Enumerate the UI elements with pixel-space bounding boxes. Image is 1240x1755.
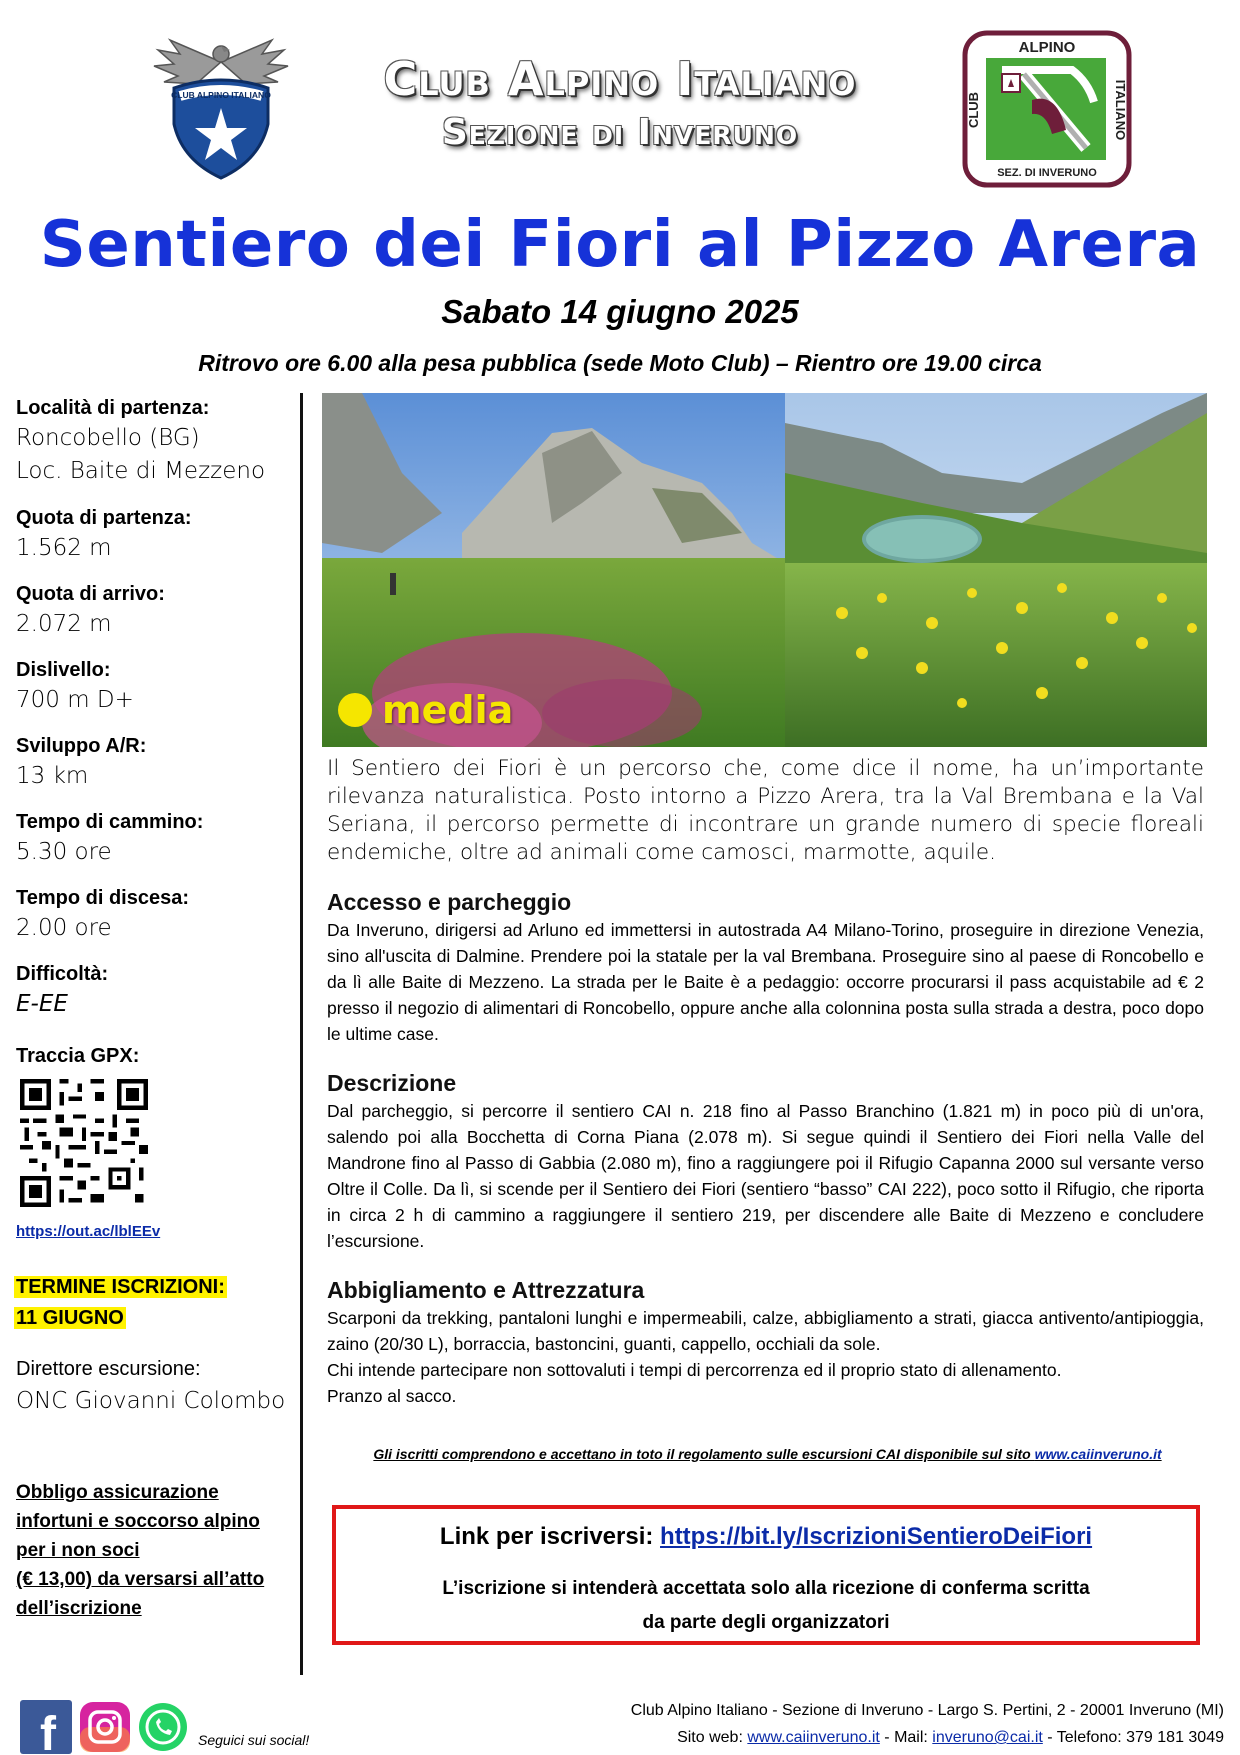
quota-arrivo-label: Quota di arrivo: <box>16 583 165 605</box>
signup-line <box>332 1523 1200 1551</box>
direttore-value: ONC Giovanni Colombo <box>16 1388 286 1414</box>
description-text: Dal parcheggio, si percorre il sentiero CAI n. 218 fino al Passo Branchino (1.821 m) in poco più di un'ora, salendo poi alla Bocchetta di Corna Piana (2.078 m). Si segue quindi il Sentiero dei Fiori nella Valle del Mandrone fino al Passo di Gabbia (2.080 m), fino a raggiungere poi il Rifugio Capanna 2000 sul versante verso Oltre il Colle. Da lì, si scende per il Sentiero dei Fiori (sentiero “basso” CAI 222), poco sotto il Rifugio, che riporta in circa 2 h di cammino a raggiungere il sentiero 219, per discendere alle Baite di Mezzeno e concludere l’escursione. <box>327 1101 1204 1251</box>
rules-notice-text: Gli iscritti comprendono e accettano in toto il regolamento sulle escursioni CAI disponibile sul sito <box>373 1446 1035 1462</box>
dislivello-label: Dislivello: <box>16 659 111 681</box>
footer-phone: - Telefono: 379 181 3049 <box>1042 1729 1224 1746</box>
rules-website-link[interactable]: www.caiinveruno.it <box>1034 1446 1162 1462</box>
signup-note-line: L’iscrizione si intenderà accettata solo alla ricezione di conferma scritta <box>442 1578 1090 1599</box>
sviluppo-label: Sviluppo A/R: <box>16 735 147 757</box>
deadline-label: TERMINE ISCRIZIONI: <box>16 1276 225 1298</box>
difficulty-badge <box>338 688 513 732</box>
footer-web-label: Sito web: <box>677 1729 748 1746</box>
signup-link[interactable]: https://bit.ly/IscrizioniSentieroDeiFiori <box>660 1523 1093 1550</box>
partenza-value-2: Loc. Baite di Mezzeno <box>16 458 266 484</box>
gpx-label: Traccia GPX: <box>16 1045 140 1067</box>
insurance-line: dell’iscrizione <box>16 1598 142 1619</box>
dislivello-value: 700 m D+ <box>16 687 134 713</box>
partenza-label: Località di partenza: <box>16 397 210 419</box>
quota-arrivo-value: 2.072 m <box>16 611 112 637</box>
quota-partenza-label: Quota di partenza: <box>16 507 192 529</box>
footer-web-link[interactable]: www.caiinveruno.it <box>747 1729 880 1746</box>
insurance-line: infortuni e soccorso alpino <box>16 1511 260 1532</box>
column-divider <box>300 393 303 1675</box>
equipment-text <box>327 1305 1204 1409</box>
difficulty-dot-icon <box>338 693 372 727</box>
meeting-info: Ritrovo ore 6.00 alla pesa pubblica (sede Moto Club) – Rientro ore 19.00 circa <box>198 350 1042 376</box>
signup-note <box>332 1572 1200 1640</box>
equipment-list: Scarponi da trekking, pantaloni lunghi e impermeabili, calze, abbigliamento a strati, giacca antivento/antipioggia, zaino (20/30 L), borraccia, bastoncini, guanti, cappello, occhiali da sole. <box>327 1308 1204 1354</box>
insurance-note <box>16 1478 286 1623</box>
gpx-qr-code[interactable] <box>20 1078 148 1208</box>
registration-deadline <box>14 1272 227 1334</box>
org-subtitle: Sezione di Inveruno <box>441 112 799 153</box>
tempo-cammino-value: 5.30 ore <box>16 839 112 865</box>
insurance-line: Obbligo assicurazione <box>16 1482 219 1503</box>
facebook-icon[interactable] <box>20 1700 72 1755</box>
gpx-link[interactable]: https://out.ac/lblEEv <box>16 1223 161 1240</box>
svg-text:f: f <box>40 1708 56 1755</box>
deadline-date: 11 GIUGNO <box>16 1307 124 1329</box>
access-text: Da Inveruno, dirigersi ad Arluno ed immettersi in autostrada A4 Milano-Torino, proseguire in direzione Venezia, sino all'uscita di Dalmine. Prendere poi la statale per la val Brembana. Proseguire sino al paese di Roncobello e da lì alle Baite di Mezzeno. La strada per le Baite è a pedaggio: occorre procurarsi il pass acquistabile ad € 2 presso il negozio di alimentari di Roncobello, oppure anche alla colonnina posta sulla strada a destra, poco dopo le ultime case. <box>327 920 1204 1044</box>
insurance-line: (€ 13,00) da versarsi all’atto <box>16 1569 265 1590</box>
insurance-line: per i non soci <box>16 1540 140 1561</box>
equipment-warning: Chi intende partecipare non sottovaluti i tempi di percorrenza ed il proprio stato di allenamento. <box>327 1360 1062 1380</box>
event-title: Sentiero dei Fiori al Pizzo Arera <box>39 208 1201 282</box>
equipment-lunch: Pranzo al sacco. <box>327 1386 457 1406</box>
whatsapp-icon[interactable] <box>139 1703 187 1751</box>
signup-label: Link per iscriversi: <box>439 1523 661 1550</box>
section-logo-top: ALPINO <box>1018 39 1076 56</box>
rules-notice <box>330 1446 1205 1462</box>
social-label: Seguici sui social! <box>198 1732 310 1748</box>
tempo-discesa-value: 2.00 ore <box>16 915 112 941</box>
equipment-heading: Abbigliamento e Attrezzatura <box>327 1277 645 1303</box>
partenza-value-1: Roncobello (BG) <box>16 425 200 451</box>
tempo-discesa-label: Tempo di discesa: <box>16 887 190 909</box>
section-logo <box>962 30 1132 188</box>
footer-contacts <box>677 1729 1224 1747</box>
footer-address: Club Alpino Italiano - Sezione di Inveruno - Largo S. Pertini, 2 - 20001 Inveruno (MI) <box>630 1702 1224 1719</box>
social-icons <box>20 1700 195 1755</box>
cai-logo <box>150 32 292 182</box>
cai-logo-text: CLUB ALPINO ITALIANO <box>171 90 271 100</box>
section-logo-right: ITALIANO <box>1113 79 1128 141</box>
difficolta-value: E-EE <box>16 991 68 1017</box>
tempo-cammino-label: Tempo di cammino: <box>16 811 204 833</box>
org-title: Club Alpino Italiano <box>383 52 857 106</box>
footer-mail-link[interactable]: inveruno@cai.it <box>932 1729 1043 1746</box>
intro-paragraph: Il Sentiero dei Fiori è un percorso che, come dice il nome, ha un’importante rilevanza naturalistica. Posto intorno a Pizzo Arera, tra la Val Brembana e la Val Seriana, il percorso permette di incontrare un grande numero di specie floreali endemiche, oltre ad animali come camosci, marmotte, aquile. <box>327 756 1204 865</box>
footer-mail-label: - Mail: <box>879 1729 933 1746</box>
access-heading: Accesso e parcheggio <box>327 889 572 915</box>
sviluppo-value: 13 km <box>16 763 89 789</box>
event-date: Sabato 14 giugno 2025 <box>441 293 799 330</box>
difficolta-label: Difficoltà: <box>16 963 109 985</box>
section-logo-left: CLUB <box>966 91 981 129</box>
section-logo-bottom: SEZ. DI INVERUNO <box>997 167 1097 179</box>
difficulty-label: media <box>382 688 514 732</box>
instagram-icon[interactable] <box>80 1702 130 1752</box>
quota-partenza-value: 1.562 m <box>16 535 112 561</box>
description-heading: Descrizione <box>327 1070 457 1096</box>
signup-note-line: da parte degli organizzatori <box>642 1612 890 1633</box>
direttore-label: Direttore escursione: <box>16 1358 201 1380</box>
